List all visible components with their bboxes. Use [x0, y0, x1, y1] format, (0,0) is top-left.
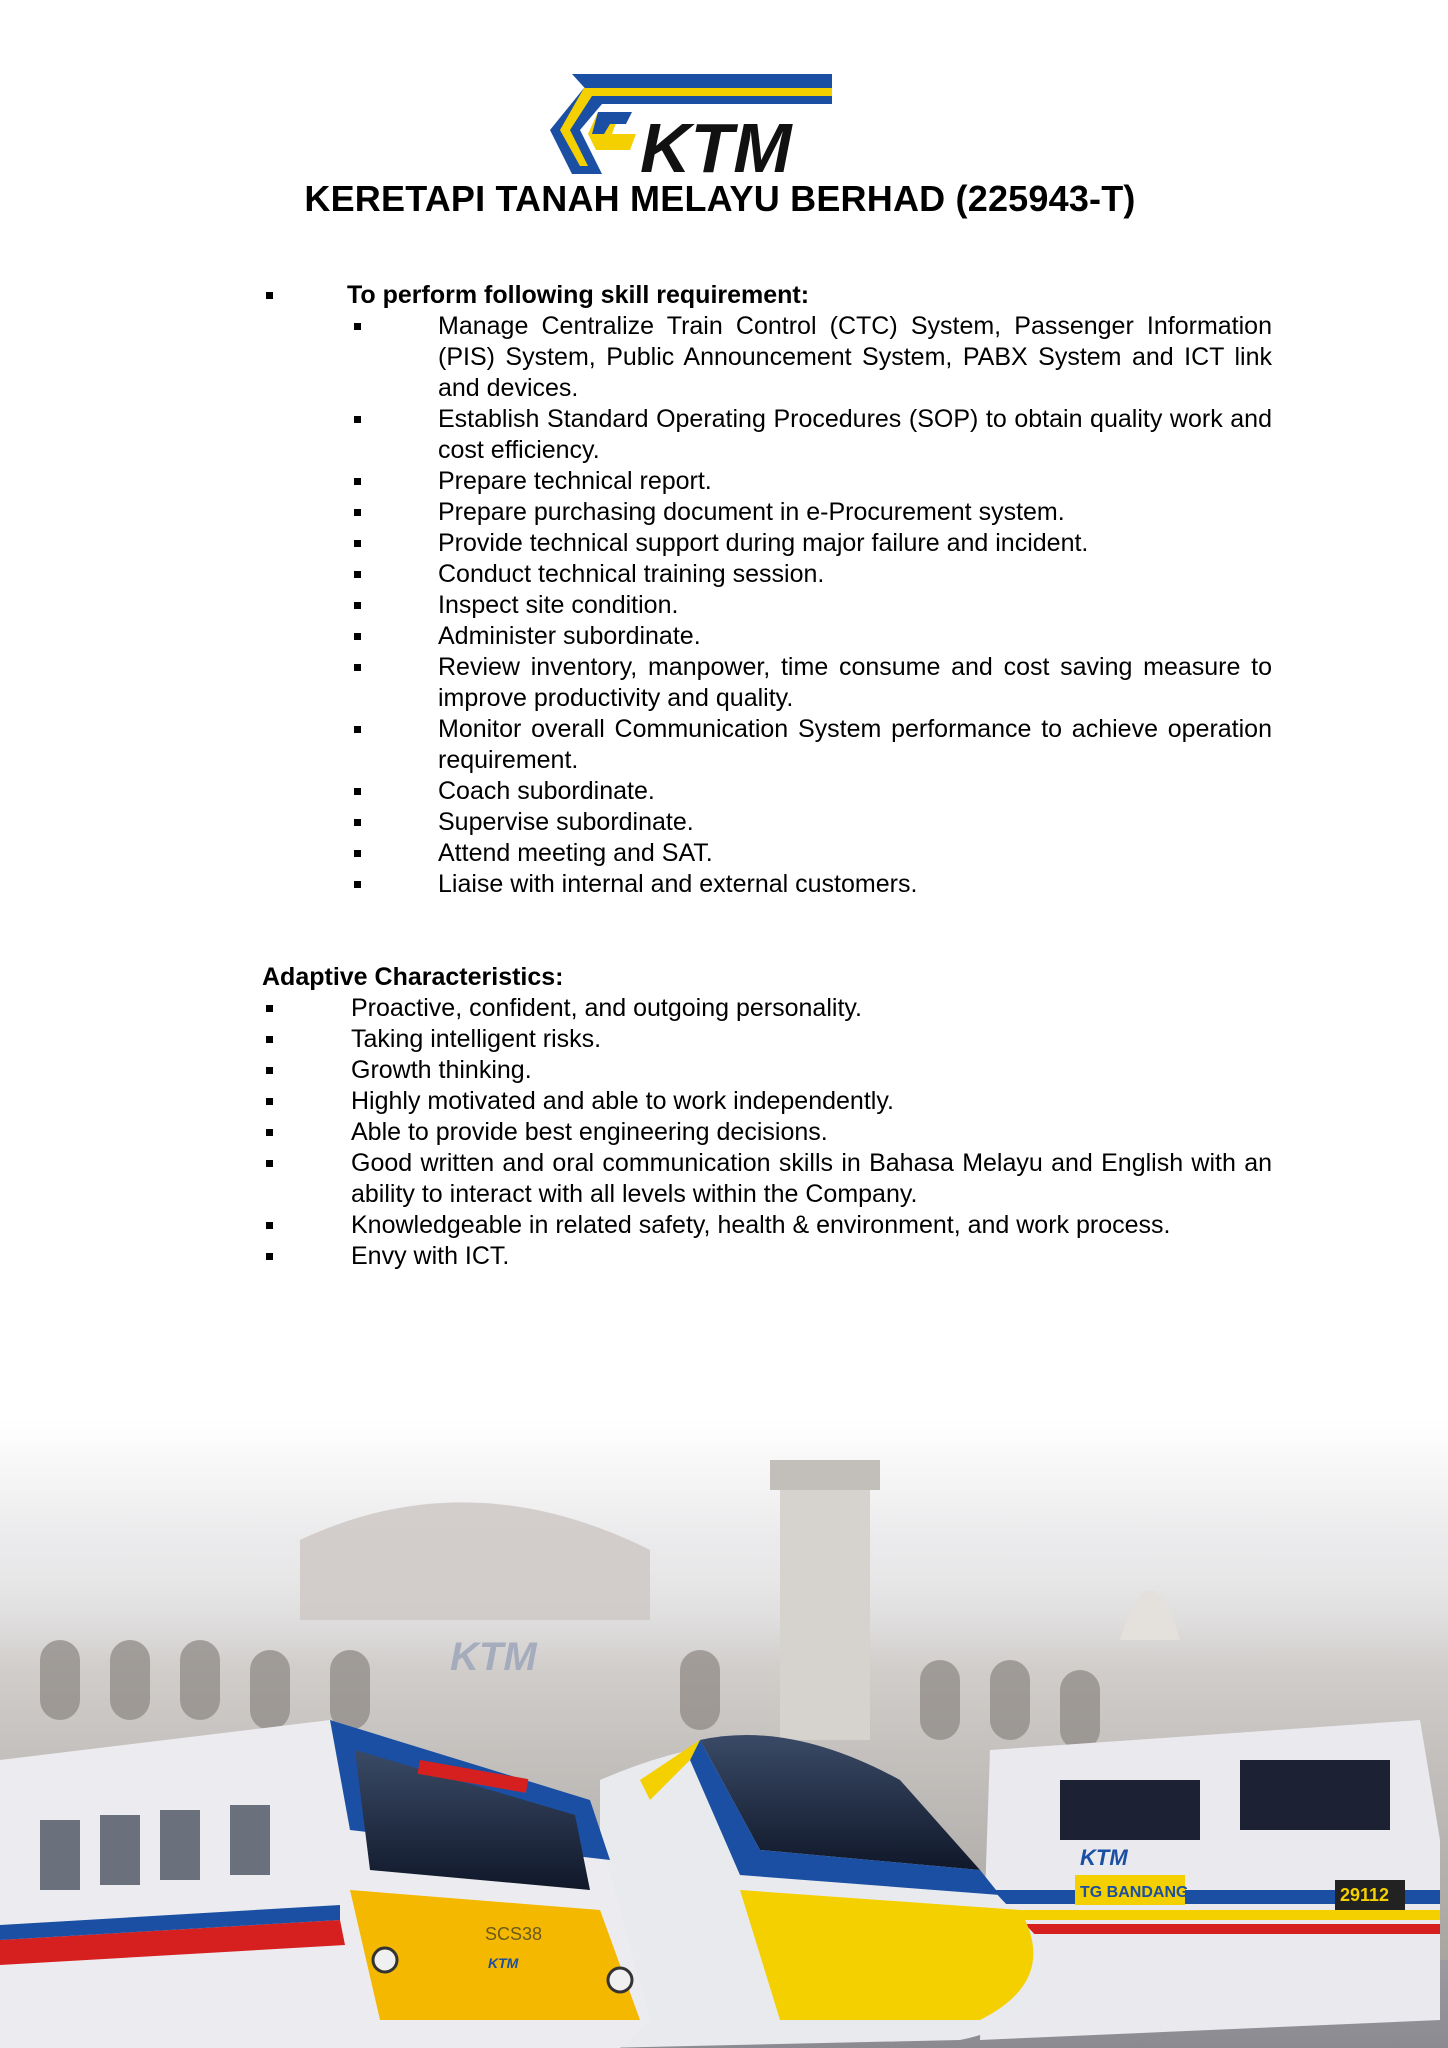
list-item [262, 1024, 1272, 1055]
train-left-number: SCS38 [485, 1924, 543, 1944]
bullet-square-icon [266, 1098, 273, 1105]
list-item [262, 466, 1272, 497]
list-item [262, 838, 1272, 869]
skill-item-text: Conduct technical training session. [438, 560, 825, 588]
skill-item-text: Monitor overall Communication System performance to achieve operation requirement. [438, 715, 1272, 774]
list-item [262, 993, 1272, 1024]
bullet-square-icon [354, 819, 361, 826]
adaptive-item-text: Good written and oral communication skills in Bahasa Melayu and English with an ability to interact with all levels within the Company. [351, 1149, 1272, 1208]
list-item [262, 1086, 1272, 1117]
trains-photo [0, 1420, 1448, 2048]
skill-section-heading-row [262, 280, 1272, 311]
bullet-square-icon [354, 416, 361, 423]
list-item [262, 1055, 1272, 1086]
skill-item-text: Provide technical support during major failure and incident. [438, 529, 1089, 557]
skill-item-text: Manage Centralize Train Control (CTC) System, Passenger Information (PIS) System, Public Announcement System, PABX System and ICT link and devices. [438, 312, 1272, 402]
adaptive-list [262, 993, 1272, 1272]
adaptive-item-text: Envy with ICT. [351, 1242, 510, 1270]
list-item [262, 1117, 1272, 1148]
list-item [262, 590, 1272, 621]
list-item [262, 1241, 1272, 1272]
skill-list [262, 311, 1272, 900]
list-item [262, 714, 1272, 776]
bullet-square-icon [354, 881, 361, 888]
list-item [262, 1210, 1272, 1241]
skill-section-heading: To perform following skill requirement: [347, 281, 810, 309]
adaptive-item-text: Taking intelligent risks. [351, 1025, 602, 1053]
list-item [262, 497, 1272, 528]
building-sign: KTM [450, 1635, 537, 1679]
list-item [262, 869, 1272, 900]
bullet-square-icon [354, 571, 361, 578]
adaptive-item-text: Proactive, confident, and outgoing personality. [351, 994, 862, 1022]
bullet-square-icon [266, 292, 273, 299]
bullet-square-icon [354, 788, 361, 795]
bullet-square-icon [266, 1253, 273, 1260]
bullet-square-icon [266, 1222, 273, 1229]
skill-item-text: Establish Standard Operating Procedures (SOP) to obtain quality work and cost efficiency. [438, 405, 1272, 464]
list-item [262, 311, 1272, 404]
adaptive-item-text: Growth thinking. [351, 1056, 532, 1084]
skill-item-text: Prepare technical report. [438, 467, 712, 495]
skill-item-text: Liaise with internal and external customers. [438, 870, 918, 898]
bullet-square-icon [354, 602, 361, 609]
train-right-name: TG BANDANG [1080, 1884, 1189, 1901]
adaptive-item-text: Knowledgeable in related safety, health & environment, and work process. [351, 1211, 1171, 1239]
bullet-square-icon [354, 509, 361, 516]
list-item [262, 559, 1272, 590]
skill-item-text: Administer subordinate. [438, 622, 701, 650]
list-item [262, 807, 1272, 838]
train-left-logo: KTM [488, 1955, 519, 1971]
bullet-square-icon [266, 1005, 273, 1012]
list-item [262, 652, 1272, 714]
logo-text: KTM [640, 109, 792, 174]
bullet-square-icon [354, 726, 361, 733]
train-right-logo: KTM [1080, 1845, 1128, 1870]
skill-item-text: Review inventory, manpower, time consume and cost saving measure to improve productivity and quality. [438, 653, 1272, 712]
company-title: KERETAPI TANAH MELAYU BERHAD (225943-T) [304, 178, 1136, 219]
list-item [262, 404, 1272, 466]
adaptive-item-text: Able to provide best engineering decisions. [351, 1118, 828, 1146]
bullet-square-icon [354, 323, 361, 330]
bullet-square-icon [354, 664, 361, 671]
skill-item-text: Supervise subordinate. [438, 808, 694, 836]
skill-item-text: Coach subordinate. [438, 777, 655, 805]
bullet-square-icon [354, 478, 361, 485]
locomotive-right [980, 1720, 1440, 2040]
bullet-square-icon [354, 633, 361, 640]
document-body [262, 280, 1272, 1272]
skill-item-text: Prepare purchasing document in e-Procurement system. [438, 498, 1065, 526]
adaptive-section-heading: Adaptive Characteristics: [262, 963, 564, 991]
bullet-square-icon [266, 1160, 273, 1167]
list-item [262, 776, 1272, 807]
list-item [262, 621, 1272, 652]
bullet-square-icon [266, 1036, 273, 1043]
adaptive-item-text: Highly motivated and able to work independently. [351, 1087, 894, 1115]
list-item [262, 528, 1272, 559]
bullet-square-icon [266, 1067, 273, 1074]
skill-item-text: Inspect site condition. [438, 591, 679, 619]
skill-item-text: Attend meeting and SAT. [438, 839, 713, 867]
ktm-logo [540, 74, 832, 174]
bullet-square-icon [354, 850, 361, 857]
bullet-square-icon [266, 1129, 273, 1136]
bullet-square-icon [354, 540, 361, 547]
train-right-plate: 29112 [1340, 1885, 1390, 1905]
list-item [262, 1148, 1272, 1210]
